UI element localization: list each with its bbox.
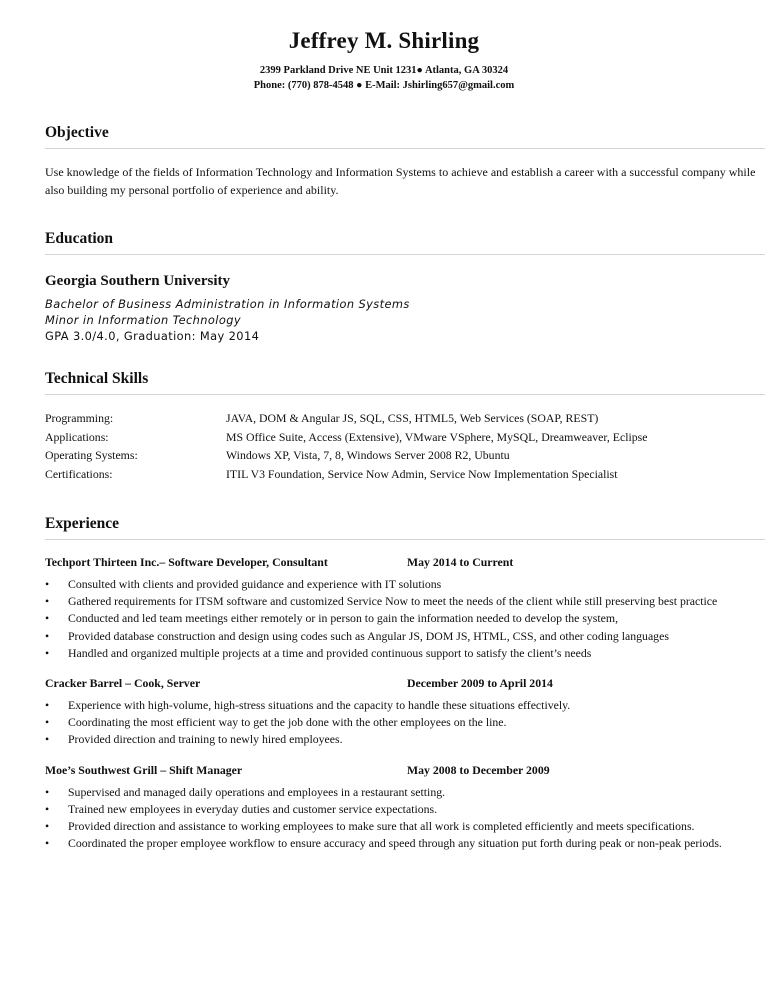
bullet-text: Consulted with clients and provided guidance and experience with IT solutions (68, 577, 442, 591)
list-item (45, 835, 728, 852)
list-item (45, 801, 728, 818)
bullet-text: Supervised and managed daily operations and employees in a restaurant setting. (68, 784, 446, 799)
skill-row (45, 446, 765, 465)
job-bullets (45, 697, 765, 749)
job-bullets (45, 784, 765, 853)
skill-row (45, 409, 765, 428)
section-divider (45, 148, 765, 149)
minor: Minor in Information Technology (45, 313, 241, 327)
bullet-text: Trained new employees in everyday duties and customer service expectations. (68, 801, 438, 816)
bullet-icon: • (45, 594, 50, 609)
list-item (45, 818, 728, 835)
skill-row (45, 465, 765, 484)
job-entry (45, 554, 765, 662)
job-dates: December 2009 to April 2014 (407, 676, 553, 691)
objective-heading: Objective (45, 124, 109, 141)
section-divider (45, 254, 765, 255)
bullet-text: Handled and organized multiple projects at a time and provided continuous support to satisfy the client’s needs (68, 645, 592, 660)
skill-label: Certifications: (45, 466, 113, 481)
list-item (45, 628, 728, 645)
bullet-icon: • (45, 819, 50, 834)
list-item (45, 784, 728, 801)
skills-heading: Technical Skills (45, 370, 149, 387)
bullet-text: Provided direction and assistance to working employees to make sure that all work is completed efficiently and meets specifications. (68, 819, 695, 834)
skill-label: Operating Systems: (45, 448, 138, 462)
list-item (45, 697, 728, 714)
list-item (45, 576, 728, 593)
bullet-icon: • (45, 611, 50, 626)
skill-value: MS Office Suite, Access (Extensive), VMware VSphere, MySQL, Dreamweaver, Eclipse (226, 429, 648, 444)
bullet-icon: • (45, 577, 50, 591)
job-bullets (45, 576, 765, 662)
section-divider (45, 394, 765, 395)
bullet-text: Experience with high-volume, high-stress situations and the capacity to handle these situations effectively. (68, 698, 571, 713)
bullet-icon: • (45, 715, 50, 730)
bullet-text: Coordinated the proper employee workflow to ensure accuracy and speed through any situation put forth during peak or non-peak periods. (68, 836, 722, 851)
skills-section (45, 370, 765, 483)
skill-label: Applications: (45, 429, 109, 444)
job-title: Cracker Barrel – Cook, Server (45, 676, 201, 691)
skill-value: Windows XP, Vista, 7, 8, Windows Server 2008 R2, Ubuntu (226, 448, 510, 462)
education-section (45, 230, 765, 344)
bullet-icon: • (45, 732, 50, 747)
list-item (45, 714, 728, 731)
bullet-icon: • (45, 836, 50, 851)
bullet-icon: • (45, 628, 50, 643)
education-heading: Education (45, 230, 114, 247)
section-divider (45, 539, 765, 540)
job-dates: May 2008 to December 2009 (407, 762, 550, 777)
job-title: Moe’s Southwest Grill – Shift Manager (45, 762, 243, 777)
address-line: 2399 Parkland Drive NE Unit 1231● Atlanta, GA 30324 (259, 65, 509, 76)
skill-value: ITIL V3 Foundation, Service Now Admin, Service Now Implementation Specialist (226, 466, 618, 481)
job-header (45, 762, 765, 778)
skills-table (45, 409, 765, 483)
bullet-text: Provided direction and training to newly hired employees. (68, 732, 343, 747)
job-entry (45, 675, 765, 749)
skill-row (45, 428, 765, 447)
bullet-icon: • (45, 698, 50, 713)
gpa-graduation: GPA 3.0/4.0, Graduation: May 2014 (45, 329, 260, 343)
bullet-icon: • (45, 784, 50, 799)
list-item (45, 610, 728, 627)
bullet-icon: • (45, 801, 50, 816)
bullet-text: Coordinating the most efficient way to get the job done with the other employees on the line. (68, 715, 507, 730)
list-item (45, 593, 728, 610)
degree: Bachelor of Business Administration in Information Systems (45, 297, 410, 311)
job-header (45, 554, 765, 570)
job-title: Techport Thirteen Inc.– Software Developer, Consultant (45, 555, 328, 569)
school-name: Georgia Southern University (45, 273, 230, 289)
contact-line: Phone: (770) 878-4548 ● E-Mail: Jshirling657@gmail.com (253, 80, 515, 91)
job-dates: May 2014 to Current (407, 555, 514, 569)
list-item (45, 645, 728, 662)
candidate-name: Jeffrey M. Shirling (288, 28, 480, 53)
bullet-text: Conducted and led team meetings either remotely or in person to gain the information needed to develop the system, (68, 611, 619, 626)
resume-header (0, 0, 768, 93)
experience-heading: Experience (45, 515, 120, 532)
experience-section (45, 515, 765, 852)
bullet-text: Gathered requirements for ITSM software and customized Service Now to meet the needs of the client while still preserving best practice (68, 594, 718, 609)
skill-value: JAVA, DOM & Angular JS, SQL, CSS, HTML5, Web Services (SOAP, REST) (226, 411, 599, 425)
objective-text: Use knowledge of the fields of Information Technology and Information Systems to achieve and establish a career with a successful company while also building my personal portfolio of experience and ability. (45, 165, 756, 197)
list-item (45, 731, 728, 748)
objective-section (45, 124, 765, 199)
job-header (45, 675, 765, 691)
bullet-icon: • (45, 645, 50, 660)
job-entry (45, 762, 765, 853)
skill-label: Programming: (45, 411, 114, 425)
bullet-text: Provided database construction and design using codes such as Angular JS, DOM JS, HTML, CSS, and other coding languages (68, 628, 669, 643)
